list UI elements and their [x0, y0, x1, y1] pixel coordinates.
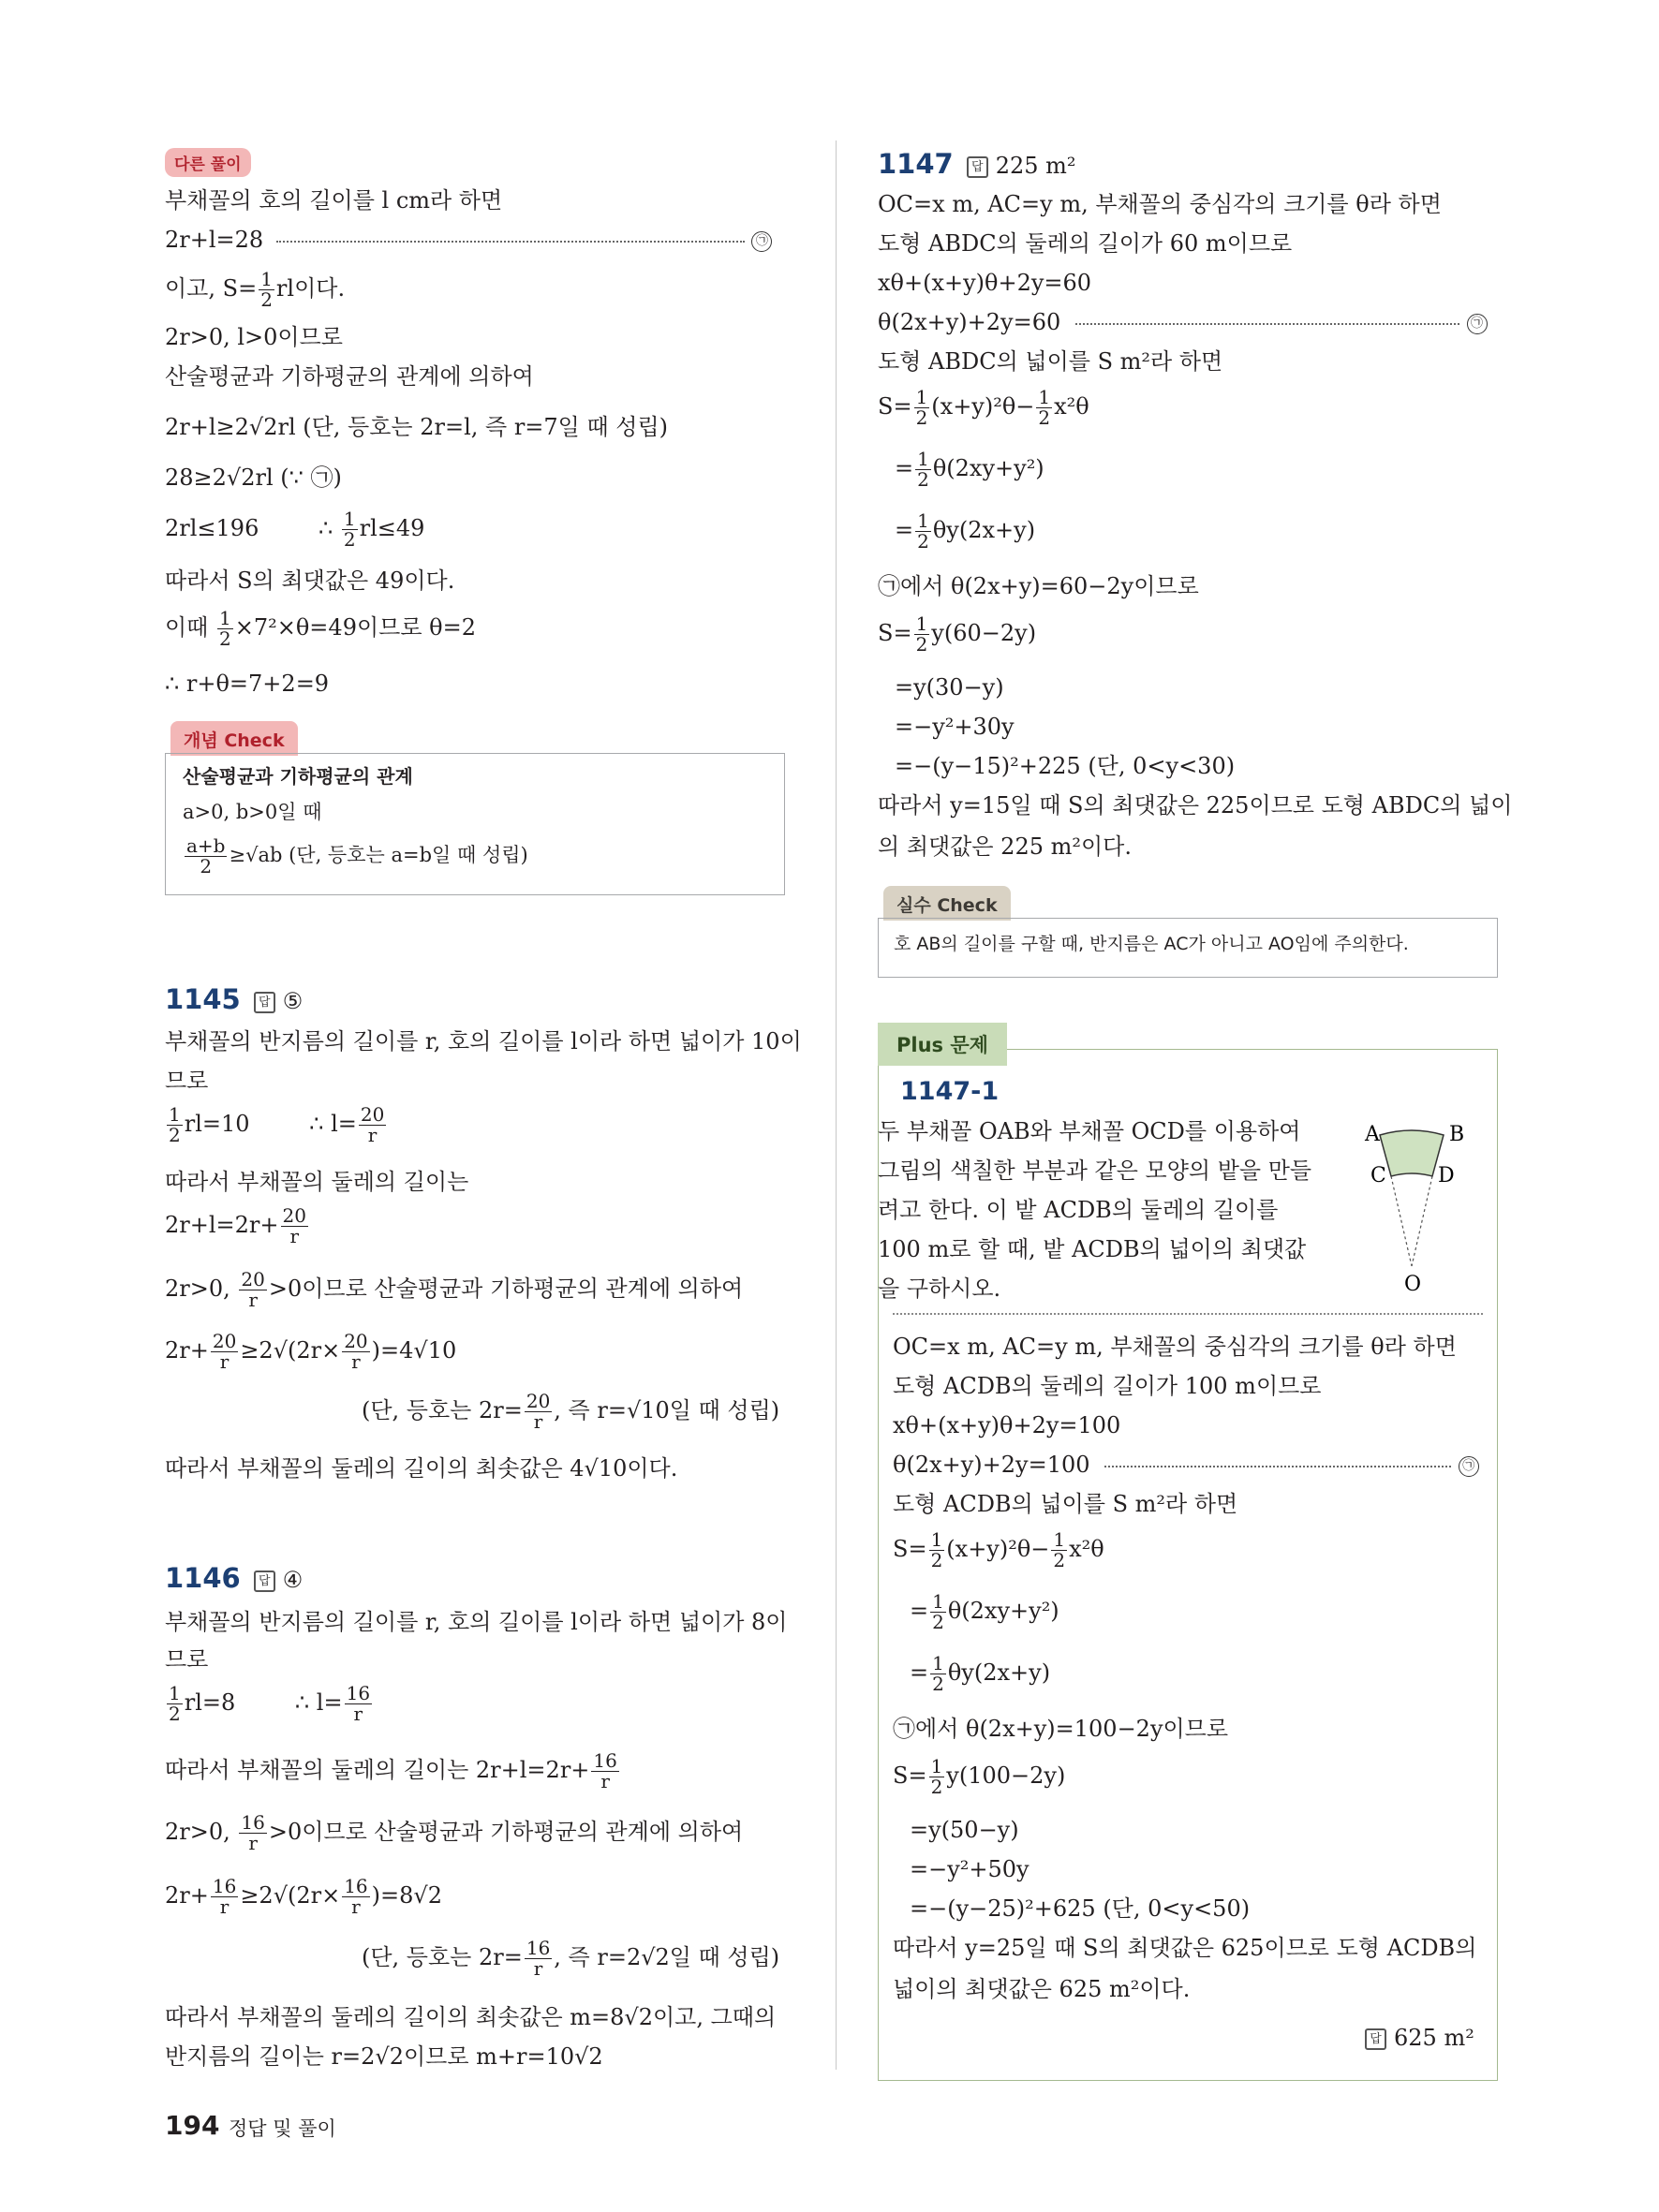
eq-line: =y(50−y): [910, 1817, 1019, 1843]
question-line: 그림의 색칠한 부분과 같은 모양의 밭을 만들: [878, 1158, 1312, 1184]
text-line: 따라서 y=25일 때 S의 최댓값은 625이므로 도형 ACDB의: [893, 1935, 1477, 1961]
alt-solution-tag: 다른 풀이: [165, 148, 251, 177]
text-line: 도형 ACDB의 넓이를 S m²라 하면: [893, 1491, 1238, 1517]
eq-condition: (단, 등호는 2r= $\frac{16}{r}$ , 즉 r=2√2일 때 성립): [362, 1937, 780, 1980]
alt-line: 부채꼴의 호의 길이를 l cm라 하면: [165, 187, 503, 214]
eq-line: $\frac{1}{2}$ rl=10 ∴ l= $\frac{20}{r}$: [169, 1103, 385, 1146]
text-line: OC=x m, AC=y m, 부채꼴의 중심각의 크기를 θ라 하면: [893, 1334, 1457, 1360]
eq-line: S= $\frac{1}{2}$ (x+y)²θ− $\frac{1}{2}$ x²θ: [878, 386, 1089, 429]
radius-line-right: [1412, 1176, 1432, 1266]
text-line: 따라서 부채꼴의 둘레의 길이의 최솟값은 4√10이다.: [165, 1455, 678, 1482]
answer-value: ④: [282, 1567, 304, 1593]
shaded-field: [1380, 1130, 1444, 1176]
eq-line: = $\frac{1}{2}$ θy(2x+y): [910, 1652, 1051, 1695]
concept-title: 산술평균과 기하평균의 관계: [183, 765, 413, 788]
eq-line: =−y²+50y: [910, 1856, 1029, 1882]
answer-icon: 답: [254, 1571, 275, 1592]
sector-diagram: [1346, 1109, 1477, 1296]
alt-line: 28≥2√2rl (∵ ㉠): [165, 465, 342, 491]
circle-mark: ㉠: [1467, 314, 1488, 334]
question-line: 을 구하시오.: [878, 1276, 1001, 1302]
dotted-separator: [893, 1313, 1483, 1315]
concept-line: a>0, b>0일 때: [183, 801, 322, 823]
concept-check-tab: 개념 Check: [170, 721, 298, 756]
plus-problem-number: 1147-1: [900, 1077, 1000, 1106]
text-line: 의 최댓값은 225 m²이다.: [878, 833, 1132, 860]
text-line: 따라서 y=15일 때 S의 최댓값은 225이므로 도형 ABDC의 넓이: [878, 792, 1513, 818]
eq-condition: (단, 등호는 2r= $\frac{20}{r}$ , 즉 r=√10일 때 성립): [362, 1390, 780, 1433]
alt-line: 따라서 S의 최댓값은 49이다.: [165, 568, 455, 594]
alt-line: 2r+l≥2√2rl (단, 등호는 2r=l, 즉 r=7일 때 성립): [165, 414, 669, 440]
circle-mark: ㉠: [751, 231, 772, 252]
mistake-check-box: [878, 918, 1498, 978]
mistake-text: 호 AB의 길이를 구할 때, 반지름은 AC가 아니고 AO임에 주의한다.: [894, 934, 1409, 954]
eq-line: = $\frac{1}{2}$ θ(2xy+y²): [895, 448, 1044, 491]
alt-line-ineq: 2rl≤196 ∴ $\frac{1}{2}$ rl≤49: [165, 508, 425, 551]
alt-line: 2r>0, l>0이므로: [165, 324, 343, 350]
label-d: D: [1438, 1164, 1455, 1187]
eq-line: =−y²+30y: [895, 714, 1015, 740]
radius-line-left: [1391, 1176, 1412, 1266]
eq-line: θ(2x+y)+2y=100 ㉠: [893, 1452, 1479, 1479]
text-line: OC=x m, AC=y m, 부채꼴의 중심각의 크기를 θ라 하면: [878, 191, 1442, 217]
text-line: 도형 ABDC의 넓이를 S m²라 하면: [878, 348, 1223, 375]
eq-line: xθ+(x+y)θ+2y=60: [878, 270, 1092, 296]
alt-line: 산술평균과 기하평균의 관계에 의하여: [165, 363, 534, 390]
text-line: ㉠에서 θ(2x+y)=100−2y이므로: [893, 1716, 1229, 1742]
text-line: 도형 ABDC의 둘레의 길이가 60 m이므로: [878, 230, 1293, 257]
text-line: 도형 ACDB의 둘레의 길이가 100 m이므로: [893, 1373, 1322, 1399]
eq-line: =y(30−y): [895, 674, 1004, 700]
eq-line: 2r+l=2r+ $\frac{20}{r}$: [165, 1204, 306, 1247]
eq-line: S= $\frac{1}{2}$ y(100−2y): [893, 1755, 1066, 1798]
column-divider: [836, 140, 837, 2070]
eq-line: S= $\frac{1}{2}$ y(60−2y): [878, 612, 1037, 656]
concept-check-box: [165, 753, 785, 895]
label-c: C: [1370, 1164, 1386, 1187]
eq-line: = $\frac{1}{2}$ θy(2x+y): [895, 509, 1036, 553]
dotted-leader: [276, 241, 745, 243]
answer-icon: 답: [254, 992, 275, 1013]
eq-line: 2r+ $\frac{20}{r}$ ≥2√(2r× $\frac{20}{r}$ )=4√10: [165, 1330, 457, 1373]
text-line: 므로: [165, 1646, 209, 1673]
text-line: 넓이의 최댓값은 625 m²이다.: [893, 1976, 1191, 2002]
eq-line: 2r>0, $\frac{20}{r}$ >0이므로 산술평균과 기하평균의 관계에 의하여: [165, 1268, 744, 1311]
circle-mark: ㉠: [1459, 1456, 1479, 1477]
answer-value: ⑤: [282, 988, 304, 1014]
text-line: ㉠에서 θ(2x+y)=60−2y이므로: [878, 573, 1199, 599]
text-line: 부채꼴의 반지름의 길이를 r, 호의 길이를 l이라 하면 넓이가 10이: [165, 1028, 802, 1054]
problem-number: 1145: [165, 983, 241, 1015]
plus-answer: 답 625 m²: [1365, 2025, 1474, 2052]
question-line: 100 m로 할 때, 밭 ACDB의 넓이의 최댓값: [878, 1236, 1307, 1262]
problem-number: 1147: [878, 148, 954, 180]
label-a: A: [1365, 1123, 1380, 1146]
footer-title: 정답 및 풀이: [229, 2117, 336, 2140]
eq-line: S= $\frac{1}{2}$ (x+y)²θ− $\frac{1}{2}$ x²θ: [893, 1528, 1104, 1571]
question-line: 려고 한다. 이 밭 ACDB의 둘레의 길이를: [878, 1197, 1279, 1223]
eq-line: $\frac{1}{2}$ rl=8 ∴ l= $\frac{16}{r}$: [169, 1682, 371, 1725]
label-b: B: [1449, 1123, 1465, 1146]
question-line: 두 부채꼴 OAB와 부채꼴 OCD를 이용하여: [878, 1118, 1301, 1144]
answer-icon: 답: [967, 156, 988, 178]
text-line: 반지름의 길이는 r=2√2이므로 m+r=10√2: [165, 2043, 603, 2070]
label-o: O: [1404, 1273, 1422, 1296]
text-line: 부채꼴의 반지름의 길이를 r, 호의 길이를 l이라 하면 넓이가 8이: [165, 1609, 788, 1635]
problem-number: 1146: [165, 1562, 241, 1594]
problem-1146-header: [165, 1562, 303, 1595]
mistake-check-tab: 실수 Check: [883, 886, 1011, 921]
problem-1145-header: [165, 983, 303, 1016]
alt-line-area: 이고, S= $\frac{1}{2}$ rl이다.: [165, 268, 346, 311]
eq-line: 2r+ $\frac{16}{r}$ ≥2√(2r× $\frac{16}{r}$ )=8√2: [165, 1875, 442, 1918]
answer-icon: 답: [1365, 2028, 1386, 2050]
eq-line: 2r>0, $\frac{16}{r}$ >0이므로 산술평균과 기하평균의 관계에 의하여: [165, 1811, 744, 1854]
alt-line-theta: 이때 $\frac{1}{2}$ ×7²×θ=49이므로 θ=2: [165, 607, 476, 650]
answer-value: 225 m²: [995, 153, 1076, 179]
concept-formula: $\frac{a+b}{2}$ ≥√ab (단, 등호는 a=b일 때 성립): [186, 834, 528, 877]
problem-1147-header: [878, 148, 1076, 181]
text-line: 따라서 부채꼴의 둘레의 길이는: [165, 1169, 469, 1195]
eq-line: = $\frac{1}{2}$ θ(2xy+y²): [910, 1590, 1059, 1633]
text-line: 므로: [165, 1068, 209, 1094]
eq-line: θ(2x+y)+2y=60 ㉠: [878, 309, 1488, 336]
page-number: 194: [165, 2110, 220, 2141]
eq-line: =−(y−15)²+225 (단, 0<y<30): [895, 753, 1236, 779]
eq-line: =−(y−25)²+625 (단, 0<y<50): [910, 1895, 1251, 1922]
eq-line: xθ+(x+y)θ+2y=100: [893, 1412, 1121, 1438]
plus-problem-tab: Plus 문제: [878, 1023, 1007, 1066]
alt-line: ∴ r+θ=7+2=9: [165, 671, 330, 697]
eq-line: 따라서 부채꼴의 둘레의 길이는 2r+l=2r+ $\frac{16}{r}$: [165, 1749, 617, 1792]
alt-line-eq1: 2r+l=28 ㉠: [165, 227, 772, 254]
text-line: 따라서 부채꼴의 둘레의 길이의 최솟값은 m=8√2이고, 그때의: [165, 2004, 777, 2030]
